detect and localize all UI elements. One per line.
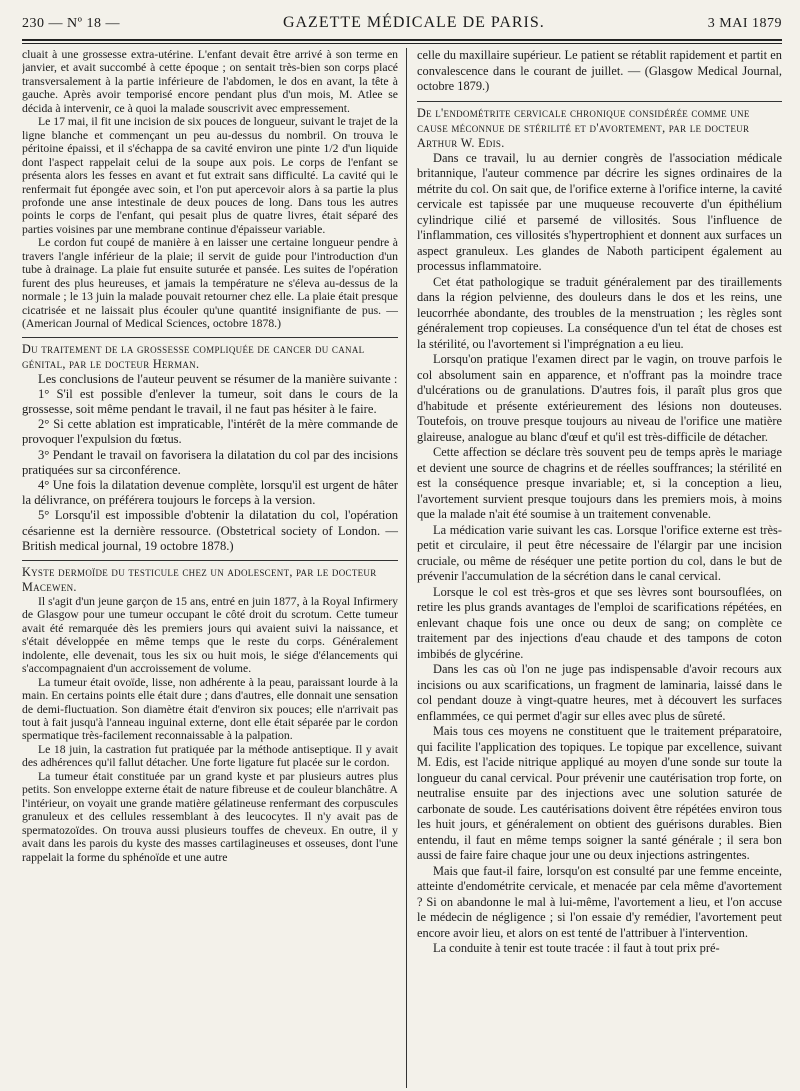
paragraph: Lorsqu'on pratique l'examen direct par le vagin, on trouve parfois le col absolument sain en apparence, et n'offrant pas la moindre trace d'ulcérations ou de granulations. D'autres fois, il paraît plus gros que d'habitude et présente extérieurement des lésions non douteuses. Toutefois, on trouve presque toujours au niveau de l'orifice une matière glaireuse, analogue au blanc d'œuf et qu'il est très-difficile de détacher. [417,352,782,444]
columns [22,48,782,1088]
list-item: 2° Si cette ablation est impraticable, l'intérêt de la mère commande de provoquer l'expulsion du fœtus. [22,417,398,447]
page-number: 230 — Nº 18 — [22,16,120,31]
paragraph: Mais que faut-il faire, lorsqu'on est consulté par une femme enceinte, atteinte d'endométrite cervicale, et menacée par cela même d'avortement ? Si on abandonne le mal à lui-même, l'avortement a lieu, et l'on accuse le médecin de négligence ; si l'on essaie d'y remédier, l'avortement peut encore avoir lieu, et alors on est tenté de l'attribuer à l'intervention. [417,863,782,940]
issue-date: 3 MAI 1879 [707,16,782,31]
paragraph: Le 17 mai, il fit une incision de six pouces de longueur, suivant le trajet de la ligne blanche et commençant un peu au-dessus du nombril. On trouva le péritoine épaissi, et il s'échappa de sa cavité environ une pinte 1/2 d'un liquide dont l'aspect rappelait celui de la soupe aux pois. Le corps de l'enfant se présenta alors les fesses en avant et fut extrait sans difficulté. La cavité qui le renfermait fut épongée avec soin, et l'on put apercevoir alors à sa partie la plus profonde une anse intestinale de deux pouces de long. Dans tous les autres points le corps de l'enfant, qui pesait plus de quatre livres, était séparé des parties voisines par une membrane continue d'épaisseur variable. [22,115,398,236]
header-rule [22,39,782,44]
paragraph: Mais tous ces moyens ne constituent que le traitement préparatoire, qui facilite l'application des topiques. Le topique par excellence, suivant M. Edis, est l'acide nitrique appliqué au moyen d'une sonde sur toute la longueur du canal cervical. Pour prévenir une cautérisation trop forte, on neutralise ensuite par des injections avec une solution saturée de carbonate de soude. Les cautérisations doivent être répétées environ tous les huit jours, et généralement on obtient des guérisons durables. Bien entendu, il faut en même temps soigner la santé générale ; il sera bon aussi de faire faire chaque jour une ou deux injections astringentes. [417,724,782,862]
right-column [406,48,782,1088]
list-item: 1° S'il est possible d'enlever la tumeur, soit dans le cours de la grossesse, soit même pendant le travail, il ne faut pas hésiter à le faire. [22,386,398,416]
section-title-macewen: Kyste dermoïde du testicule chez un adolescent, par le docteur Macewen. [22,564,377,594]
paragraph: Dans les cas où l'on ne juge pas indispensable d'avoir recours aux incisions ou aux scarifications, un fragment de laminaria, laissé dans le col pendant douze à vingt-quatre heures, met à découvert les surfaces enflammées, ce qui permet d'agir sur elles avec plus de sûreté. [417,662,782,723]
paragraph: La médication varie suivant les cas. Lorsque l'orifice externe est très-petit et circulaire, il peut être nécessaire de l'élargir par une incision cruciale, ou même de réséquer une petite portion du col, dans le but de prévenir l'accumulation de la sécrétion dans le canal cervical. [417,522,782,583]
left-column [22,48,406,1088]
paragraph: Le cordon fut coupé de manière à en laisser une certaine longueur pendre à travers l'angle inférieur de la plaie; il servit de guide pour l'introduction d'un tube à drainage. La plaie fut ensuite suturée et pansée. Les suites de l'opération furent des plus heureuses, et jamais la température ne s'éleva au-dessus de la normale ; le 13 juin la malade pouvait retourner chez elle. La plaie était presque cicatrisée et ne laissait plus écouler qu'une quantité insignifiante de pus. — (American Journal of Medical Sciences, octobre 1878.) [22,236,398,331]
section-title-edis: De l'endométrite cervicale chronique considérée comme une cause méconnue de stérilité et d'avortement, par le docteur Arthur W. Edis. [417,105,750,150]
paragraph: Les conclusions de l'auteur peuvent se résumer de la manière suivante : [38,371,398,386]
paragraph: Cette affection se déclare très souvent peu de temps après le mariage et devient une source de chagrins et de réelles souffrances; la stérilité en est la conséquence presque invariable; et, si la conception a lieu, l'avortement survient presque toujours dans les premiers mois, à moins que la malade n'ait été soumise à un traitement convenable. [417,445,782,521]
paragraph: La tumeur était ovoïde, lisse, non adhérente à la peau, paraissant lourde à la main. En certains points elle était dure ; dans d'autres, elle donnait une sensation de demi-fluctuation. Son diamètre était d'environ six pouces; elle n'arrivait pas tout à fait jusqu'à l'anneau inguinal externe, dont elle était séparée par le cordon spermatique très-facilement reconnaissable à la palpation. [22,675,398,743]
paragraph: celle du maxillaire supérieur. Le patient se rétablit rapidement et partit en convalescence dans le courant de juillet. — (Glasgow Medical Journal, octobre 1879.) [417,48,782,93]
journal-title: GAZETTE MÉDICALE DE PARIS. [282,14,545,31]
page-header [22,14,782,36]
section-divider [22,337,398,338]
list-item: 4° Une fois la dilatation devenue complète, lorsqu'il est urgent de hâter la délivrance, on préférera toujours le forceps à la version. [22,477,398,508]
paragraph: Cet état pathologique se traduit généralement par des tiraillements dans la région pelvienne, des douleurs dans le dos et les reins, une leucorrhée abondante, des troubles de la menstruation ; les règles sont généralement trop copieuses. La conséquence d'un tel état de choses est la stérilité, ou l'avortement si l'imprégnation a eu lieu. [417,274,782,351]
paragraph: Le 18 juin, la castration fut pratiquée par la méthode antiseptique. Il y avait des adhérences qu'il fallut détacher. Une forte ligature fut placée sur le cordon. [22,742,398,770]
list-item: 5° Lorsqu'il est impossible d'obtenir la dilatation du col, l'opération césarienne est la dernière ressource. (Obstetrical society of London. — British medical journal, 19 octobre 1878.) [22,508,398,553]
list-item: 3° Pendant le travail on favorisera la dilatation du col par des incisions pratiquées sur sa circonférence. [22,447,398,477]
paragraph: Lorsque le col est très-gros et que ses lèvres sont boursouflées, on retire les plus grands avantages de l'emploi de scarifications répétées, en enlevant chaque fois une once ou deux de sang; on complète ce traitement par des injections d'eau chaude et des tampons de coton imbibés de glycérine. [417,584,782,661]
section-divider [417,101,782,102]
section-title-herman: Du traitement de la grossesse compliquée de cancer du canal génital, par le docteur Herman. [22,341,365,371]
section-divider [22,560,398,561]
section-herman-body [22,372,398,554]
paragraph: Il s'agit d'un jeune garçon de 15 ans, entré en juin 1877, à la Royal Infirmery de Glasgow pour une tumeur occupant le côté droit du scrotum. Cette tumeur avait été remarquée dès les premiers jours qui avaient suivi la naissance, et s'était développée en même temps que le reste du corps. Généralement indolente, elle devenait, tous les six ou huit mois, le siége d'élancements qui s'accompagnaient d'un accroissement de volume. [22,594,398,676]
paragraph: La tumeur était constituée par un grand kyste et par plusieurs autres plus petits. Son enveloppe externe était de nature fibreuse et de couleur blanchâtre. A l'intérieur, on voyait une grande matière gélatineuse renfermant des corpuscules granuleux et des cellules ressemblant à des leucocytes. Il n'y avait pas de spermatozoïdes. On trouva aussi plusieurs touffes de cheveux. En outre, il y avait dans les parois du kyste des masses cartilagineuses et osseuses, dont l'une rappelait la forme du sphénoïde et une autre [22,769,398,864]
paragraph: Dans ce travail, lu au dernier congrès de l'association médicale britannique, l'auteur commence par décrire les signes ordinaires de la métrite du col. On sait que, de l'orifice externe à l'orifice interne, la cavité cervicale est tapissée par une muqueuse recouverte d'un épithélium cylindrique cilié et parsemé de villosités. Sous l'influence de l'inflammation, ces villosités s'hypertrophient et donnent aux surfaces un aspect granuleux. Les glandes de Naboth participent également au processus inflammatoire. [417,150,782,273]
paragraph: La conduite à tenir est toute tracée : il faut à tout prix pré- [433,941,720,955]
paragraph: cluait à une grossesse extra-utérine. L'enfant devait être arrivé à son terme en janvier, et avait succombé à cette époque ; on sentait très-bien son corps placé transversalement à la partie inférieure de l'abdomen, le dos en avant, la tête à gauche. Après avoir temporisé encore pendant plus d'un mois, M. Atlee se décida à intervenir, ce à quoi la malade souscrivit avec empressement. [22,48,398,115]
